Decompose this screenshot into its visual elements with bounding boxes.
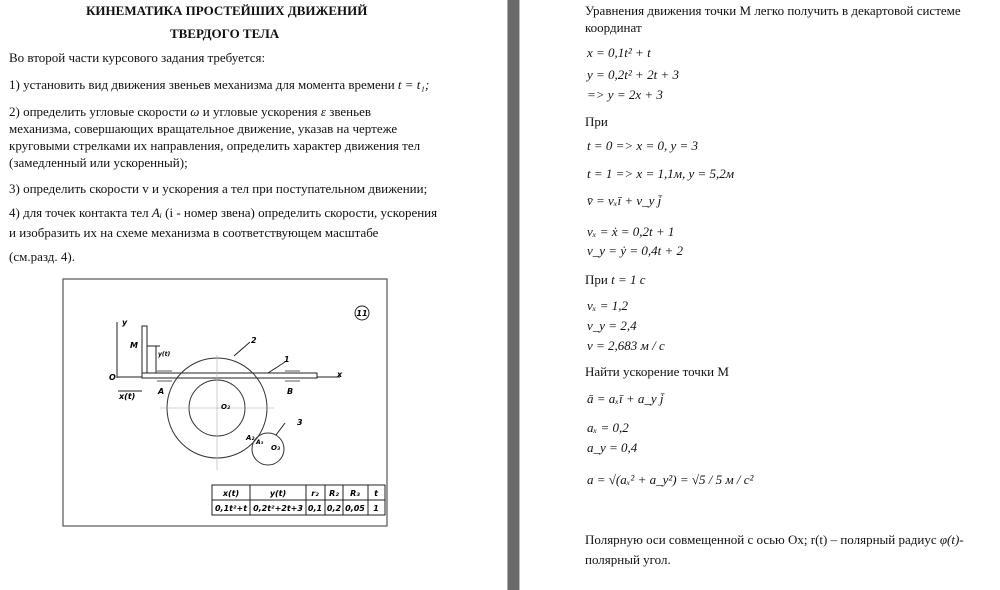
- horizontal-rod: [142, 373, 317, 378]
- item-4-text-a: 4) для точек контакта тел: [9, 205, 149, 220]
- table-header: R₂: [329, 489, 339, 498]
- item-1-math: t = t₁;: [397, 77, 430, 92]
- epsilon-symbol: ε: [320, 104, 326, 119]
- item-4-line-2: и изобразить их на схеме механизма в соответствующем масштабе: [9, 225, 379, 240]
- label-A3: A₃: [256, 439, 264, 446]
- title-line-1: КИНЕМАТИКА ПРОСТЕЙШИХ ДВИЖЕНИЙ: [86, 3, 368, 18]
- item-2-line-2: механизма, совершающих вращательное движение, указав на чертеже: [9, 121, 398, 136]
- pri-label: При: [585, 114, 608, 129]
- item-2-line-3: круговыми стрелками их направления, определить характер движения тел: [9, 138, 421, 153]
- find-acceleration: Найти ускорение точки М: [585, 364, 729, 379]
- label-O3: O₃: [271, 444, 281, 452]
- table-cell: 1: [373, 504, 379, 513]
- a-value: a = √(aₓ² + a_y²) = √5 / 5 м / c²: [587, 472, 754, 487]
- velocity-vector: v̄ = vₓī + v_y j̄: [587, 193, 662, 208]
- omega-symbol: ω: [190, 104, 200, 119]
- vx-value: vₓ = 1,2: [587, 298, 628, 313]
- phi-symbol: φ(t): [939, 532, 960, 547]
- item-2-line-4: (замедленный или ускоренный);: [9, 155, 188, 170]
- label-yt: y(t): [158, 351, 171, 358]
- item-3: 3) определить скорости v и ускорения a тел при поступательном движении;: [9, 181, 428, 196]
- label-3: 3: [297, 418, 303, 427]
- variant-number: 11: [356, 309, 368, 318]
- item-2-text-c: звеньев: [329, 104, 371, 119]
- item-4-math: Aᵢ: [151, 205, 162, 220]
- label-x: x: [337, 370, 343, 379]
- table-cell: 0,1: [307, 504, 323, 513]
- acceleration-vector: ā = aₓī + a_y j̄: [587, 391, 664, 406]
- polar-dash: -: [959, 532, 964, 547]
- label-y: y: [122, 318, 128, 327]
- label-O: O: [109, 373, 116, 382]
- item-1-text: 1) установить вид движения звеньев механизма для момента времени: [9, 77, 395, 92]
- intro-line-2: координат: [585, 20, 642, 35]
- table-cell: 0,05: [345, 504, 365, 513]
- label-xt: x(t): [119, 392, 136, 401]
- polar-line-1: [585, 532, 964, 548]
- ay-value: a_y = 0,4: [587, 440, 638, 455]
- table-cell: 0,1t²+t: [214, 504, 248, 513]
- eq-x: x = 0,1t² + t: [587, 45, 651, 60]
- table-header: x(t): [222, 489, 240, 498]
- item-2-text-b: и угловые ускорения: [202, 104, 318, 119]
- label-B: B: [287, 387, 294, 396]
- pri-t-label: При: [585, 272, 608, 287]
- polar-line-2: полярный угол.: [585, 552, 671, 567]
- polar-text: Полярную оси совмещенной с осью Ox; r(t) – полярный радиус: [585, 532, 937, 547]
- intro-line-1: Уравнения движения точки М легко получить в декартовой системе: [585, 3, 961, 18]
- t0-values: t = 0 => x = 0, y = 3: [587, 138, 699, 153]
- item-2-text-a: 2) определить угловые скорости: [9, 104, 188, 119]
- v-value: v = 2,683 м / c: [587, 338, 665, 353]
- label-O2: O₂: [221, 403, 231, 411]
- page-divider: [507, 0, 520, 590]
- label-1: 1: [284, 355, 290, 364]
- label-M: M: [130, 341, 138, 350]
- table-header: t: [374, 489, 378, 498]
- eq-trajectory: => y = 2x + 3: [587, 87, 663, 102]
- pri-t-math: t = 1 c: [611, 272, 646, 287]
- table-header: R₃: [350, 489, 360, 498]
- vertical-rod: [142, 326, 147, 376]
- right-page: [520, 0, 1000, 590]
- table-cell: 0,2t²+2t+3: [253, 504, 303, 513]
- t1-values: t = 1 => x = 1,1м, y = 5,2м: [587, 166, 735, 181]
- item-4-line-3: (см.разд. 4).: [9, 249, 75, 264]
- vx-eq: vₓ = ẋ = 0,2t + 1: [587, 224, 675, 239]
- ax-value: aₓ = 0,2: [587, 420, 629, 435]
- label-A: A: [158, 387, 165, 396]
- vy-eq: v_y = ẏ = 0,4t + 2: [587, 243, 683, 258]
- title-line-2: ТВЕРДОГО ТЕЛА: [170, 26, 280, 41]
- item-4-text-b: (i - номер звена) определить скорости, ускорения: [165, 205, 438, 220]
- eq-y: y = 0,2t² + 2t + 3: [587, 67, 679, 82]
- pri-t-line: [585, 272, 646, 288]
- label-A2: A₂: [246, 434, 255, 442]
- label-2: 2: [251, 336, 257, 345]
- intro-text: Во второй части курсового задания требуется:: [9, 50, 266, 65]
- table-header: y(t): [269, 489, 287, 498]
- table-cell: 0,2: [326, 504, 342, 513]
- table-header: r₂: [311, 489, 319, 498]
- vy-value: v_y = 2,4: [587, 318, 637, 333]
